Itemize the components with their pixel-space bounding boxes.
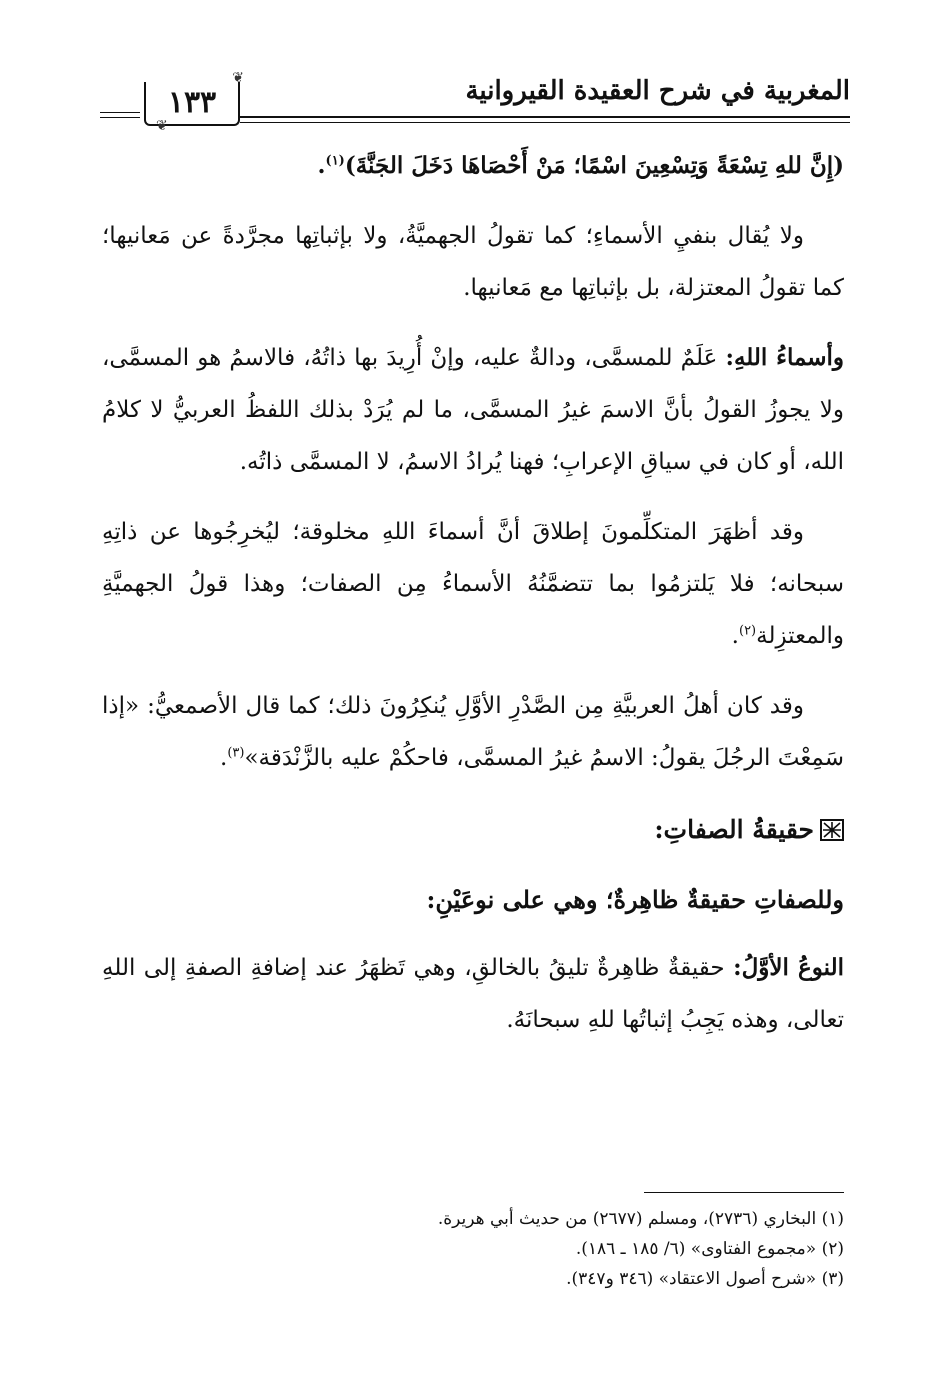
paragraph-text: عَلَمٌ للمسمَّى، ودالةٌ عليه، وإنْ أُرِيدَ بها ذاتُهُ، فالاسمُ هو المسمَّى، ولا يجوزُ القولُ بأنَّ الاسمَ غيرُ المسمَّى، ما لم يُرَدْ بذلك اللفظُ العربيُّ لا كلامُ الله، أو كان في سياقِ الإعرابِ؛ فهنا يُرادُ الاسمُ، لا المسمَّى ذاتُه.	[102, 345, 844, 475]
punctuation: .	[317, 152, 326, 179]
footnote: (٣) «شرح أصول الاعتقاد» (٣٤٦ و٣٤٧).	[566, 1269, 844, 1289]
flourish-icon: ❦	[232, 70, 244, 86]
footnote-separator	[644, 1192, 844, 1193]
paragraph	[102, 942, 844, 1046]
footnotes	[102, 1204, 844, 1294]
punctuation: .	[731, 623, 739, 649]
section-heading-text: حقيقةُ الصفاتِ:	[654, 815, 814, 844]
footnote-ref: (١)	[325, 153, 345, 169]
page-number: ١٣٣	[167, 85, 217, 120]
section-heading	[102, 804, 844, 856]
paragraph-lead: وأسماءُ اللهِ:	[725, 344, 845, 371]
hadith-text: (إِنَّ للهِ تِسْعَةً وَتِسْعِينَ اسْمًا؛ مَنْ أَحْصَاهَا دَخَلَ الجَنَّةَ)	[344, 152, 844, 179]
header-rule-thin	[240, 122, 850, 123]
paragraph-text: حقيقةٌ ظاهِرةٌ تليقُ بالخالقِ، وهي تَظهَرُ عند إضافةِ الصفةِ إلى اللهِ تعالى، وهذه يَجِبُ إثباتُها للهِ سبحانَهُ.	[102, 955, 844, 1033]
paragraph	[102, 332, 844, 488]
paragraph-text: وقد كان أهلُ العربيَّةِ مِن الصَّدْرِ الأوَّلِ يُنكِرُونَ ذلك؛ كما قال الأصمعيُّ: «إذا سَمِعْتَ الرجُلَ يقولُ: الاسمُ غيرُ المسمَّى، فاحكُمْ عليه بالزَّنْدَقة»	[102, 693, 844, 771]
header-rule	[240, 116, 850, 118]
footnote: (٢) «مجموع الفتاوى» (٦/ ١٨٥ ـ ١٨٦).	[575, 1239, 844, 1259]
paragraph-text: وقد أظهَرَ المتكلِّمونَ إطلاقَ أنَّ أسماءَ اللهِ مخلوقة؛ ليُخرِجُوها عن ذاتِهِ سبحانه؛ فلا يَلتزمُوا بما تتضمَّنُهُ الأسماءُ مِن الصفات؛ وهذا قولُ الجهميَّةِ والمعتزِلة	[102, 519, 844, 649]
footnote-ref: (٢)	[738, 623, 757, 639]
page-body	[102, 140, 844, 1064]
footnote-ref: (٣)	[227, 745, 245, 761]
paragraph	[102, 680, 844, 784]
hadith-quote	[102, 140, 844, 192]
page-number-frame	[144, 70, 244, 134]
page-header	[100, 72, 850, 132]
paragraph	[102, 506, 844, 662]
paragraph: ولا يُقال بنفيِ الأسماءِ؛ كما تقولُ الجهميَّةُ، ولا بإثباتِها مجرَّدةً عن مَعانيها؛ كما تقولُ المعتزلة، بل بإثباتِها مع مَعانيها.	[102, 223, 844, 301]
flourish-icon: ❦	[156, 118, 168, 134]
punctuation: .	[220, 745, 228, 771]
header-side-lines	[100, 112, 140, 122]
ornament-icon	[820, 819, 844, 841]
paragraph-lead: النوعُ الأوَّلُ:	[733, 954, 844, 981]
footnote: (١) البخاري (٢٧٣٦)، ومسلم (٢٦٧٧) من حديث أبي هريرة.	[437, 1209, 844, 1229]
section-subheading: وللصفاتِ حقيقةٌ ظاهِرةٌ؛ وهي على نوعَيْنِ:	[426, 885, 844, 914]
book-title: المغربية في شرح العقيدة القيروانية	[465, 76, 850, 106]
